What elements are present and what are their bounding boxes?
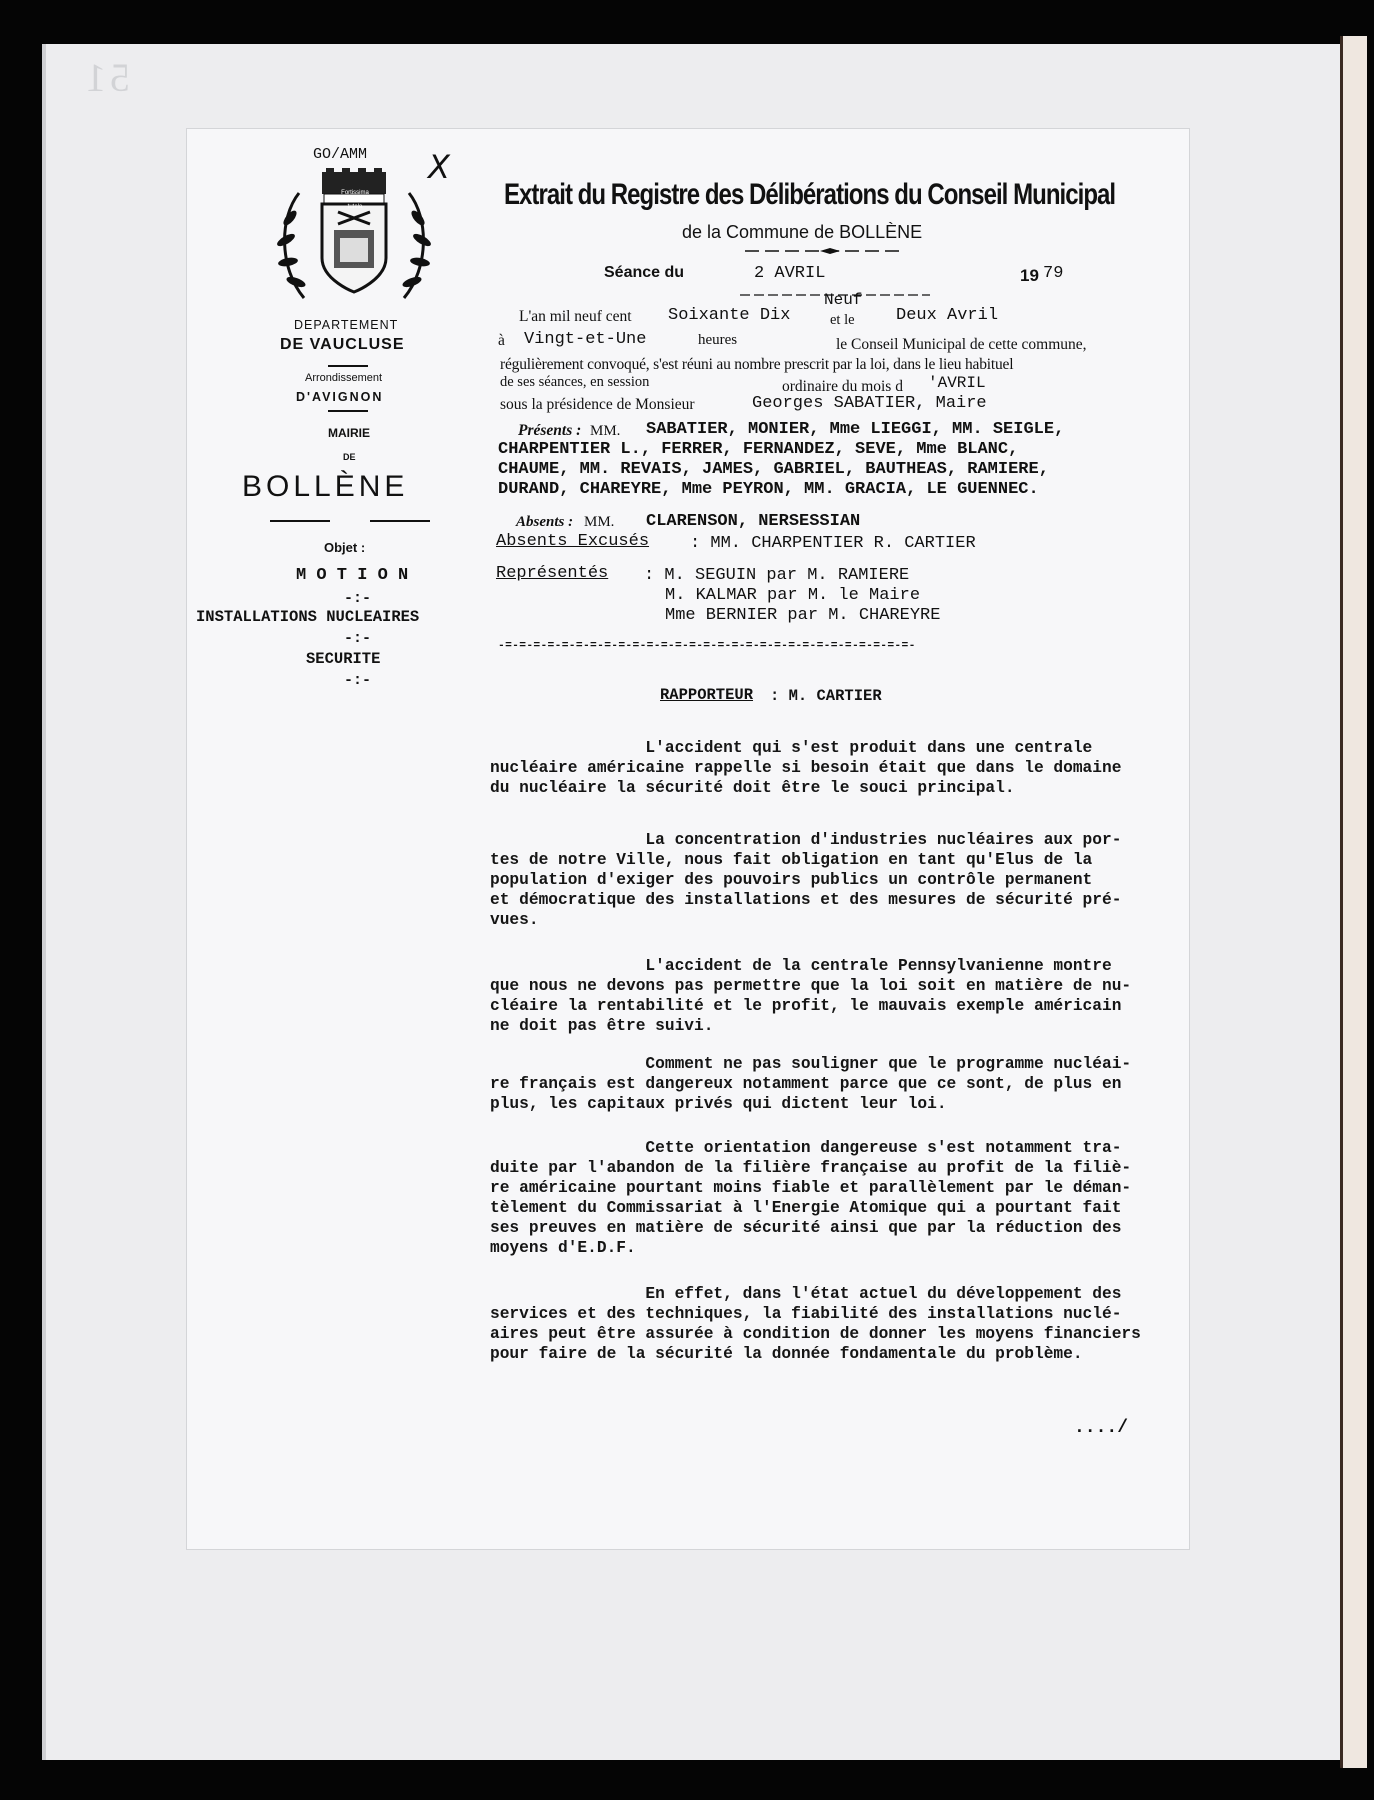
preamble-neuf: Neuf	[824, 291, 863, 309]
excuses-label: Absents Excusés	[496, 532, 650, 551]
objet-separator: -:-	[344, 672, 372, 689]
paragraph-6: En effet, dans l'état actuel du développement des services et des techniques, la fiabilité des installations nuclé- aires peut être assurée à condition de donner les moyens financiers pour faire de la sécurité la donnée fondamentale du problème.	[490, 1285, 1141, 1363]
divider	[270, 520, 330, 522]
divider	[328, 410, 368, 412]
preamble-line5-b: Georges SABATIER, Maire	[752, 394, 987, 413]
divider	[370, 520, 430, 522]
crest-motto-3: tutela	[347, 204, 363, 210]
absents-mm: MM.	[584, 514, 615, 530]
preamble-line2-a: à	[498, 332, 505, 349]
objet-label: Objet :	[324, 540, 366, 555]
presents-mm: MM.	[590, 423, 621, 439]
arrondissement-label: Arrondissement	[305, 372, 383, 384]
preamble-line2-c: heures	[698, 332, 738, 348]
excuses-text: : MM. CHARPENTIER R. CARTIER	[690, 534, 976, 553]
document-title: Extrait du Registre des Délibérations du Conseil Municipal	[504, 178, 1116, 211]
presents-line-2: CHARPENTIER L., FERRER, FERNANDEZ, SEVE, Mme BLANC,	[498, 440, 1019, 459]
binder-edge	[1340, 36, 1367, 1768]
objet-line-installations: INSTALLATIONS NUCLEAIRES	[196, 608, 420, 626]
seance-year-prefix: 19	[1020, 266, 1039, 285]
seance-year-suffix: 79	[1043, 264, 1064, 283]
absents-label: Absents :	[516, 514, 574, 530]
department-label: DEPARTEMENT	[294, 318, 399, 332]
department-name: DE VAUCLUSE	[280, 336, 405, 353]
paragraph-2: La concentration d'industries nucléaires aux por- tes de notre Ville, nous fait obligation en tant qu'Elus de la population d'exiger des pouvoirs publics un contrôle permanent et démocratique des installations et des mesures de sécurité pré- vues.	[490, 831, 1122, 929]
section-separator: -=-=-=-=-=-=-=-=-=-=-=-=-=-=-=-=-=-=-=-=-=-=-=-=-=-=-=-=-=-	[498, 640, 916, 652]
paragraph-5: Cette orientation dangereuse s'est notamment tra- duite par l'abandon de la filière française au profit de la filiè- re américaine pourtant moins fiable et parallèlement par le déman- tèlement du Commissariat à l'Energie Atomique qui a pourtant fait ses preuves en matière de sécurité ainsi que par la réduction des moyens d'E.D.F.	[490, 1139, 1132, 1257]
objet-separator: -:-	[344, 590, 372, 607]
continuation-mark: ..../	[1074, 1418, 1129, 1438]
town-name: BOLLÈNE	[242, 470, 409, 503]
crest-motto	[330, 190, 380, 211]
objet-line-securite: SECURITE	[306, 650, 381, 668]
seance-date: 2 AVRIL	[754, 264, 826, 283]
preamble-line1-b: Soixante Dix	[668, 306, 791, 325]
paragraph-3: L'accident de la centrale Pennsylvanienne montre que nous ne devons pas permettre que la loi soit en matière de nu- cléaire la rentabilité et le profit, le mauvais exemple américain ne doit pas être suivi.	[490, 957, 1132, 1035]
representes-label: Représentés	[496, 564, 609, 583]
paragraph-1: L'accident qui s'est produit dans une centrale nucléaire américaine rappelle si besoin était que dans le domaine du nucléaire la sécurité doit être le souci principal.	[490, 739, 1122, 797]
preamble-line1-c: et le	[830, 312, 855, 328]
paragraph-4: Comment ne pas souligner que le programme nucléai- re français est dangereux notamment parce que ce sont, de plus en plus, les capitaux privés qui dictent leur loi.	[490, 1055, 1132, 1113]
preamble-line5-a: sous la présidence de Monsieur	[500, 396, 695, 413]
preamble-line3: régulièrement convoqué, s'est réuni au nombre prescrit par la loi, dans le lieu habituel	[500, 356, 1014, 373]
absents-names: CLARENSON, NERSESSIAN	[646, 512, 861, 531]
divider	[328, 365, 368, 367]
rapporteur-name: : M. CARTIER	[770, 687, 882, 705]
preamble-line4-a: de ses séances, en session	[500, 374, 650, 390]
presents-label: Présents :	[518, 422, 582, 439]
mairie-label: MAIRIE	[328, 426, 370, 440]
margin-reference: GO/AMM	[313, 146, 368, 163]
preamble-line1-a: L'an mil neuf cent	[519, 308, 632, 325]
presents-line-3: CHAUME, MM. REVAIS, JAMES, GABRIEL, BAUTHEAS, RAMIERE,	[498, 460, 1049, 479]
preamble-line2-b: Vingt-et-Une	[524, 330, 647, 349]
representes-line-3: Mme BERNIER par M. CHAREYRE	[665, 606, 941, 625]
preamble-line4-b: ordinaire du mois d	[782, 378, 903, 395]
crest-motto-1: Fortissima	[341, 190, 369, 196]
page-folio-mark: 51	[82, 55, 130, 100]
preamble-line1-d: Deux Avril	[896, 306, 999, 325]
ornament-divider	[740, 247, 910, 255]
rapporteur-label: RAPPORTEUR	[660, 686, 754, 704]
objet-line-motion: M O T I O N	[296, 566, 409, 585]
seance-label: Séance du	[604, 264, 685, 281]
preamble-line4-c: 'AVRIL	[928, 374, 986, 392]
coat-of-arms-icon	[274, 168, 434, 308]
crest-motto-2: concordia	[341, 197, 368, 203]
presents-line-4: DURAND, CHAREYRE, Mme PEYRON, MM. GRACIA, LE GUENNEC.	[498, 480, 1039, 499]
document-subtitle: de la Commune de BOLLÈNE	[682, 222, 923, 242]
objet-separator: -:-	[344, 630, 372, 647]
presents-line-1: SABATIER, MONIER, Mme LIEGGI, MM. SEIGLE,	[646, 420, 1065, 439]
representes-line-1: : M. SEGUIN par M. RAMIERE	[644, 566, 910, 585]
mairie-de: DE	[343, 452, 356, 462]
arrondissement-name: D'AVIGNON	[296, 390, 384, 404]
representes-line-2: M. KALMAR par M. le Maire	[665, 586, 921, 605]
preamble-line2-d: le Conseil Municipal de cette commune,	[836, 336, 1087, 353]
margin-check-mark: X	[428, 148, 450, 186]
